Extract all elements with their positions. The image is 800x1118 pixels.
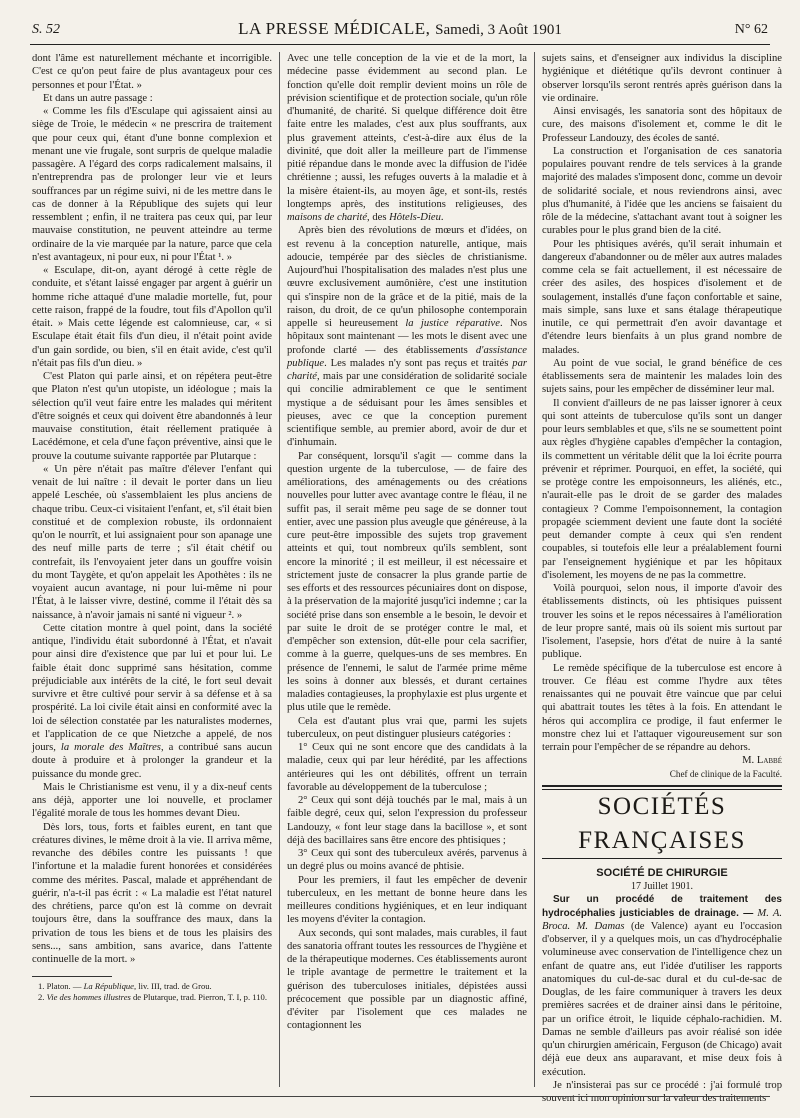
text-run: . [440, 212, 444, 223]
page-header [30, 16, 770, 45]
paragraph [32, 622, 272, 781]
text-run: , liv. III, trad. de Grou. [133, 981, 212, 992]
section-rule [542, 858, 782, 859]
paragraph: 2° Ceux qui sont déjà touchés par le mal, mais à un faible degré, ceux qui, selon l'expression du professeur Landouzy, « font leur stage dans la bacillose », et sont déjà des bacillaires sans être encore des phtisiques ; [287, 795, 527, 846]
italic-text: Hôtels-Dieu [389, 212, 441, 223]
author-role: Chef de clinique de la Faculté. [669, 768, 782, 779]
column-divider [279, 52, 280, 1087]
text-run: Cette citation montre à quel point, dans la société antique, l'individu était subordonné à l'État, et n'avait pour ainsi dire d'existence que par lui et pour lui. Le faible était donc supprimé sans hésitation, comme préjudiciable aux intérêts de la cité, le fort seul devait survivre et être cultivé pour servir à sa défense et à sa prospérité. La loi civile était ainsi en conformité avec la loi de sélection constatée par les naturalistes modernes, et l'application de ce que Nietzche a appelé, de nos jours, [32, 622, 272, 753]
journal-title: LA PRESSE MÉDICALE, [238, 19, 431, 38]
text-run: . Les malades n'y sont pas reçus et traités [324, 357, 513, 369]
italic-text: maisons de charité [287, 212, 368, 223]
paragraph: Mais le Christianisme est venu, il y a dix-neuf cents ans déjà, apporter une loi nouvelle, et proclamer l'égalité morale de tous les hommes devant Dieu. [32, 781, 272, 820]
journal-title-line [30, 19, 770, 39]
text-run: . Nos hôpitaux sont maintenant — les mots le disent avec une profonde clarté — des établissements [287, 318, 527, 356]
italic-text: La République [83, 981, 134, 992]
paragraph: Pour les phtisiques avérés, qu'il serait inhumain et dangereux d'abandonner ou de mêler aux autres malades comme cela se fait actuellement, il est nécessaire de créer des asiles, des hospices d'isolement et de soulagement, installés d'une façon confortable et saine, mais simple, sans luxe et sans étalage thérapeutique inutile, ce qui permettrait d'en avoir davantage et d'étendre leurs bienfaits à un plus grand nombre de malades. [542, 238, 782, 356]
issue-number: N° 62 [734, 22, 768, 37]
paragraph: Et dans un autre passage : [43, 92, 153, 104]
bold-lead: Sur un procédé de traitement des hydrocéphalies justiciables de drainage. — [542, 894, 782, 919]
column-3 [542, 52, 782, 1104]
italic-text: d'assistance publique [287, 344, 527, 369]
column-1 [32, 52, 272, 1092]
text-run: Avec une telle conception de la vie et de la mort, la médecine passe évidemment au second plan. Le fonction qu'elle doit remplir devient moins un rôle de prévision scientifique et de protection sociale, qu'un rôle d'humanité, de charité. Si quelque différence doit être faite entre les malades, c'est aux plus souffrants, aux plus gravement atteints, c'est-à-dire aux élus de la divinité, que doit aller la meilleure part de l'immense pitié répandue dans le monde avec la diffusion de l'idée chrétienne ; aussi, les refuges ouverts à la maladie et à la misère étaient-ils, au moyen âge, et sont-ils, restés longtemps après, des institutions religieuses, des [287, 53, 527, 210]
issue-date: Samedi, 3 Août 1901 [435, 22, 562, 38]
paragraph: 1° Ceux qui ne sont encore que des candidats à la maladie, ceux qui par leur hérédité, par les affections antérieures qui les ont débilités, offrent un terrain favorable au développement de la tuberculose ; [287, 742, 527, 793]
column-2 [287, 52, 527, 1092]
paragraph: Voilà pourquoi, selon nous, il importe d'avoir des établissements distincts, où les phtisiques puissent trouver les soins et le repos nécessaires à l'amélioration de leur propre santé, mais où ils soient mis surtout par l'isolement, l'asepsie, hors d'état de nuire à la santé publique. [542, 583, 782, 661]
text-run: (de Valence) ayant eu l'occasion d'observer, il y a quelques mois, un cas d'hydrocéphalie volumineuse avec conservation de l'intelligence chez un enfant de quatre ans, eut l'idée d'utiliser les rapports anatomiques du cul-de-sac dural et du cul-de-sac de Douglas, de les faire communiquer à travers les deux premières sacrées et de drainer ainsi dans le péritoine, par un orifice étroit, le liquide céphalo-rachidien. M. Damas ne semble d'ailleurs pas avoir réalisé son idée qu'un chirurgien américain, Ferguson (de Chicago) avait déjà eue deux ans auparavant, et mise deux fois à exécution. [542, 920, 782, 1078]
italic-text: M. A. Broca. M. Damas [542, 907, 782, 932]
paragraph: 3° Ceux qui sont des tuberculeux avérés, parvenus à un degré plus ou moins avancé de phtisie. [287, 848, 527, 873]
society-date: 17 Juillet 1901. [631, 881, 693, 892]
paragraph: C'est Platon qui parle ainsi, et on répétera peut-être que Platon n'est qu'un utopiste, un idéologue ; mais la sélection qu'il veut faire entre les malades qui méritent d'être soignés et ceux qui doivent être abandonnés à leur mauvaise constitution, était réellement pratiquée à Lacédémone, et cela d'une façon préventive, ainsi que le prouve la coutume suivante rapportée par Plutarque : [32, 371, 272, 462]
text-run: 1. Platon. — [38, 981, 84, 992]
paragraph: Par conséquent, lorsqu'il s'agit — comme dans la question urgente de la tuberculose, — de faire des améliorations, des aménagements ou des créations nouvelles pour lutter avec avantage contre le fléau, il ne suffit pas, il serait même peu sage de se donner tout entier, avec une passion plus aveugle que généreuse, à la cure peut-être impossible des sujets trop gravement atteints et qui, tout nombreux qu'ils semblent, sont encore la minorité ; il est meilleur, il est nécessaire et strictement juste de consacrer la plus grande partie de ses efforts et des ressources pécuniaires dont on dispose, à la préservation de la majorité jusqu'ici indemne ; car la société prise dans son ensemble a le besoin, le devoir et par suite le droit de se protéger contre le mal, et d'empêcher son extension, dût-elle pour cela sacrifier, comme à la guerre, quelques-uns de ses membres. En présence de l'ennemi, le salut de l'armée prime même les soins à donner aux blessés, et durant certaines maladies contagieuses, la prophylaxie est plus urgente et plus utile que le remède. [287, 450, 527, 714]
italic-text: Vie des hommes illustres [46, 991, 131, 1002]
footnote [32, 981, 272, 992]
footnote [32, 992, 272, 1003]
text-run: , mais par une considération de solidarité sociale qui concilie admirablement ce que le sentiment mystique a de séduisant pour les âmes sensibles et pieuses, avec ce que la conception purement scientifique semble, au premier abord, avoir de dur et d'inhumain. [287, 371, 527, 449]
bottom-rule [30, 1096, 770, 1097]
italic-text: la justice réparative [405, 318, 500, 329]
paragraph: La construction et l'organisation de ces sanatoria populaires pouvant rendre de tels services à la grande majorité des malades s'imposent donc, comme un devoir de solidarité sociale, et nous reviendrons ainsi, avec plus d'humanité, à l'idée que les anciens se faisaient du rôle de la médecine, s'attachant avant tout à soigner les curables pour le plus grand bien de la cité. [542, 145, 782, 237]
paragraph: « Esculape, dit-on, ayant dérogé à cette règle de conduite, et s'étant laissé engager par argent à guérir un homme riche attaqué d'une maladie mortelle, fut, pour cette raison, frappé de la foudre, tout fils d'Apollon qu'il était. » Mais cette légende est calomnieuse, car, « si Esculape était était fils d'un dieu, il n'était point avide d'un gain sordide, ou bien, s'il en était avide, c'est qu'il n'était pas fils d'un dieu. » [32, 265, 272, 369]
paragraph [287, 224, 527, 449]
text-run: , des [367, 212, 390, 223]
footnote-rule [32, 976, 112, 977]
paragraph: Cela est d'autant plus vrai que, parmi les sujets tuberculeux, on peut distinguer plusieurs catégories : [287, 715, 527, 740]
paragraph: Dès lors, tous, forts et faibles eurent, en tant que créatures divines, le même droit à la vie. Il arriva même, revanche des débiles contre les puissants ! que l'infortune et la maladie furent honorées et considérées comme des mérites. Pascal, malade et appréhendant de guérir, n'a-t-il pas écrit : « La maladie est l'état naturel des chrétiens, parce qu'on est là comme on devrait toujours être, dans la souffrance des maux, dans la privation de tous les biens et de tous les plaisirs des sens..., sans ambition, sans avarice, dans l'attente continuelle de la mort. » [32, 821, 272, 965]
paragraph: « Un père n'était pas maître d'élever l'enfant qui venait de lui naître : il devait le porter dans un lieu appelé Leschée, où s'assemblaient les plus anciens de chaque tribu. Ceux-ci visitaient l'enfant, et, s'il était bien constitué et de complexion robuste, ils ordonnaient qu'on le nourrît, et lui assignaient pour son apanage une des neuf mille parts de terre ; s'il était chétif ou contrefait, ils l'envoyaient jeter dans un gouffre voisin du mont Taygète, et qu'on appelait les Apothètes : ils ne voyaient aucun avantage, ni pour lui-même ni pour l'État, à le laisser vivre, destiné, comme il l'était dès sa naissance, à n'avoir jamais ni santé ni vigueur ². » [32, 463, 272, 621]
paragraph: Je n'insisterai pas sur ce procédé : j'ai formulé trop souvent ici mon opinion sur la valeur des traitements [542, 1079, 782, 1104]
paragraph [287, 52, 527, 224]
text-run: , a contribué sans aucun doute à produire et à prolonger la grandeur et la puissance du monde grec. [32, 742, 272, 780]
paragraph: dont l'âme est naturellement méchante et incorrigible. C'est ce qu'on peut faire de plus avantageux pour ces personnes et pour l'État. » [32, 53, 272, 91]
text-run: 2. [38, 991, 47, 1002]
text-run: de Plutarque, trad. Pierron, T. I, p. 110. [130, 991, 267, 1002]
paragraph [542, 893, 782, 1079]
italic-text: la morale des Maîtres [60, 742, 161, 753]
paragraph: Pour les premiers, il faut les empêcher de devenir tuberculeux, en les mettant de bonne heure dans les meilleures conditions hygiéniques, et en leur indiquant les moyens d'éviter la contagion. [287, 874, 527, 926]
paragraph: sujets sains, et d'enseigner aux individus la discipline hygiénique et diététique qu'ils devront continuer à observer lorsqu'ils seront rentrés après guérison dans la vie ordinaire. [542, 53, 782, 104]
society-name: SOCIÉTÉ DE CHIRURGIE [596, 866, 728, 879]
paragraph: Le remède spécifique de la tuberculose est encore à trouver. Ce fléau est comme l'hydre aux têtes renaissantes qui ne pouvait être vaincue que par celui qui abattrait toutes les têtes à la fois. En attendant le héros qui accomplira ce prodige, il faut enfermer le monstre chez lui et l'attaquer vigoureusement sur son terrain pour l'empêcher de se répandre au dehors. [542, 662, 782, 753]
paragraph: Il convient d'ailleurs de ne pas laisser ignorer à ceux qui sont atteints de tuberculose qu'ils sont un danger pour leurs semblables et que, s'ils ne se soumettent point aux règles d'hygiène capables d'empêcher la contagion, ils commettent un véritable délit que la loi écrite pourra prévenir et réprimer. Pourquoi, en effet, la société, qui se protège contre les empoisonneurs, les aliénés, etc., n'aurait-elle pas le droit de se garder des malades contagieux ? Comme l'empoisonnement, la contagion propagée sciemment devient une faute dont la société peut demander compte à ceux qui s'en rendent coupables, si toutefois elle leur a préalablement fourni par l'enseignement hygiénique et par les hôpitaux d'isolement, les moyens de ne pas la commettre. [542, 397, 782, 581]
column-divider [534, 52, 535, 1087]
section-title: SOCIÉTÉS FRANÇAISES [578, 792, 746, 854]
page-number: S. 52 [32, 22, 60, 37]
italic-text: par charité [287, 357, 527, 382]
text-run: Après bien des révolutions de mœurs et d'idées, on est revenu à la conception naturelle, antique, mais adoucie, tempérée par des siècles de christianisme. Aujourd'hui l'hospitalisation des malades n'est plus une œuvre exclusivement aumônière, c'est une institution qui s'inspire non de la grâce et de la pitié, mais de la raison, du droit, de ce qu'un philosophe contemporain appelle si heureusement [287, 225, 527, 329]
author-signature: M. Labbé [742, 755, 782, 767]
paragraph: Ainsi envisagés, les sanatoria sont des hôpitaux de cure, des maisons d'isolement et, comme le dit le Professeur Landouzy, des écoles de santé. [542, 106, 782, 144]
paragraph: Aux seconds, qui sont malades, mais curables, il faut des sanatoria offrant toutes les ressources de l'hygiène et de la thérapeutique modernes. Ces établissements auront le triple avantage de permettre le traitement et la guérison des tuberculoses initiales, dépistées aussi précocement que possible par un diagnostic affiné, d'éviter par l'isolement que ces malades ne contagionnent les [287, 927, 527, 1032]
paragraph: Au point de vue social, le grand bénéfice de ces établissements sera de maintenir les malades loin des sujets sains, pour les empêcher de disséminer leur mal. [542, 357, 782, 396]
paragraph: « Comme les fils d'Esculape qui agissaient ainsi au siège de Troie, le médecin « ne prescrira de traitement que pour ceux qui, étant d'une bonne complexion et menant une vie frugale, sont surpris de quelque maladie passagère. A l'égard des corps radicalement malsains, il n'entreprendra pas de prolonger leur vie et leurs souffrances par un régime suivi, ni de les mettre dans le cas de donner à la République des sujets qui leur ressemblent ; enfin, il ne traitera pas ceux qui, par leur mauvaise constitution, ne peuvent atteindre au terme ordinaire de la vie marquée par la nature, parce que cela n'est avantageux, ni pour eux, ni pour l'État ¹. » [32, 106, 272, 263]
